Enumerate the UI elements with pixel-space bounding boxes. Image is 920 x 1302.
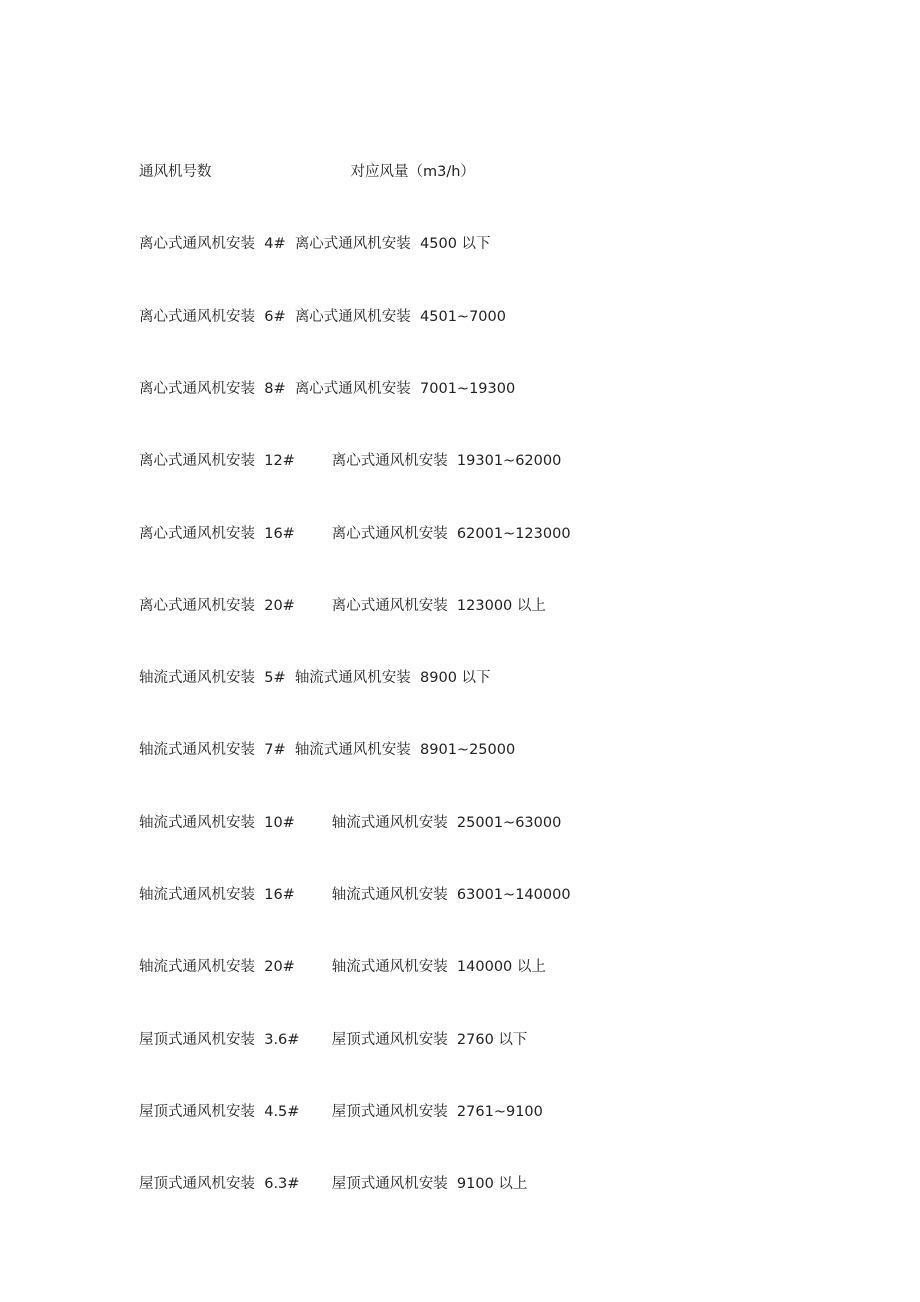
list-item xyxy=(139,594,571,618)
list-item xyxy=(139,449,571,473)
header-airflow: 对应风量（m3/h） xyxy=(350,164,475,181)
list-item xyxy=(139,305,571,329)
fan-model: 轴流式通风机安装 16# xyxy=(139,887,332,903)
list-item xyxy=(139,377,571,401)
fan-airflow: 屋顶式通风机安装 9100 以上 xyxy=(331,1176,528,1193)
list-item xyxy=(139,738,571,762)
list-item xyxy=(139,666,571,690)
fan-model: 离心式通风机安装 16# xyxy=(139,525,332,542)
fan-airflow: 屋顶式通风机安装 2761~9100 xyxy=(331,1103,543,1120)
fan-model: 屋顶式通风机安装 3.6# xyxy=(139,1031,332,1048)
list-header xyxy=(139,160,571,184)
fan-airflow: 离心式通风机安装 4500 以下 xyxy=(294,236,491,253)
fan-model: 屋顶式通风机安装 6.3# xyxy=(139,1176,332,1193)
fan-airflow: 离心式通风机安装 7001~19300 xyxy=(294,381,516,398)
fan-airflow: 轴流式通风机安装 63001~140000 xyxy=(331,887,571,903)
fan-model: 离心式通风机安装 20# xyxy=(139,597,332,614)
header-fan-number: 通风机号数 xyxy=(139,164,212,181)
fan-airflow: 轴流式通风机安装 8901~25000 xyxy=(294,742,516,759)
list-item xyxy=(139,1028,571,1052)
list-item xyxy=(139,883,571,907)
fan-model: 轴流式通风机安装 10# xyxy=(139,814,332,831)
fan-model: 轴流式通风机安装 7# xyxy=(139,742,295,759)
fan-airflow: 轴流式通风机安装 8900 以下 xyxy=(294,670,491,687)
list-item xyxy=(139,522,571,546)
fan-model: 轴流式通风机安装 5# xyxy=(139,670,295,687)
list-item xyxy=(139,811,571,835)
fan-airflow: 离心式通风机安装 62001~123000 xyxy=(331,525,571,542)
fan-model: 离心式通风机安装 12# xyxy=(139,453,332,470)
fan-model: 离心式通风机安装 4# xyxy=(139,236,295,253)
fan-model: 离心式通风机安装 6# xyxy=(139,308,295,325)
fan-airflow: 离心式通风机安装 123000 以上 xyxy=(331,597,546,614)
list-item xyxy=(139,955,571,979)
fan-airflow-list xyxy=(139,112,571,1244)
fan-model: 离心式通风机安装 8# xyxy=(139,381,295,398)
fan-airflow: 离心式通风机安装 4501~7000 xyxy=(294,308,506,325)
list-item xyxy=(139,232,571,256)
fan-airflow: 轴流式通风机安装 25001~63000 xyxy=(331,814,562,831)
fan-model: 轴流式通风机安装 20# xyxy=(139,959,332,976)
fan-airflow: 屋顶式通风机安装 2760 以下 xyxy=(331,1031,528,1048)
list-item xyxy=(139,1172,571,1196)
fan-airflow: 轴流式通风机安装 140000 以上 xyxy=(331,959,546,976)
list-item xyxy=(139,1100,571,1124)
fan-model: 屋顶式通风机安装 4.5# xyxy=(139,1103,332,1120)
fan-airflow: 离心式通风机安装 19301~62000 xyxy=(331,453,562,470)
